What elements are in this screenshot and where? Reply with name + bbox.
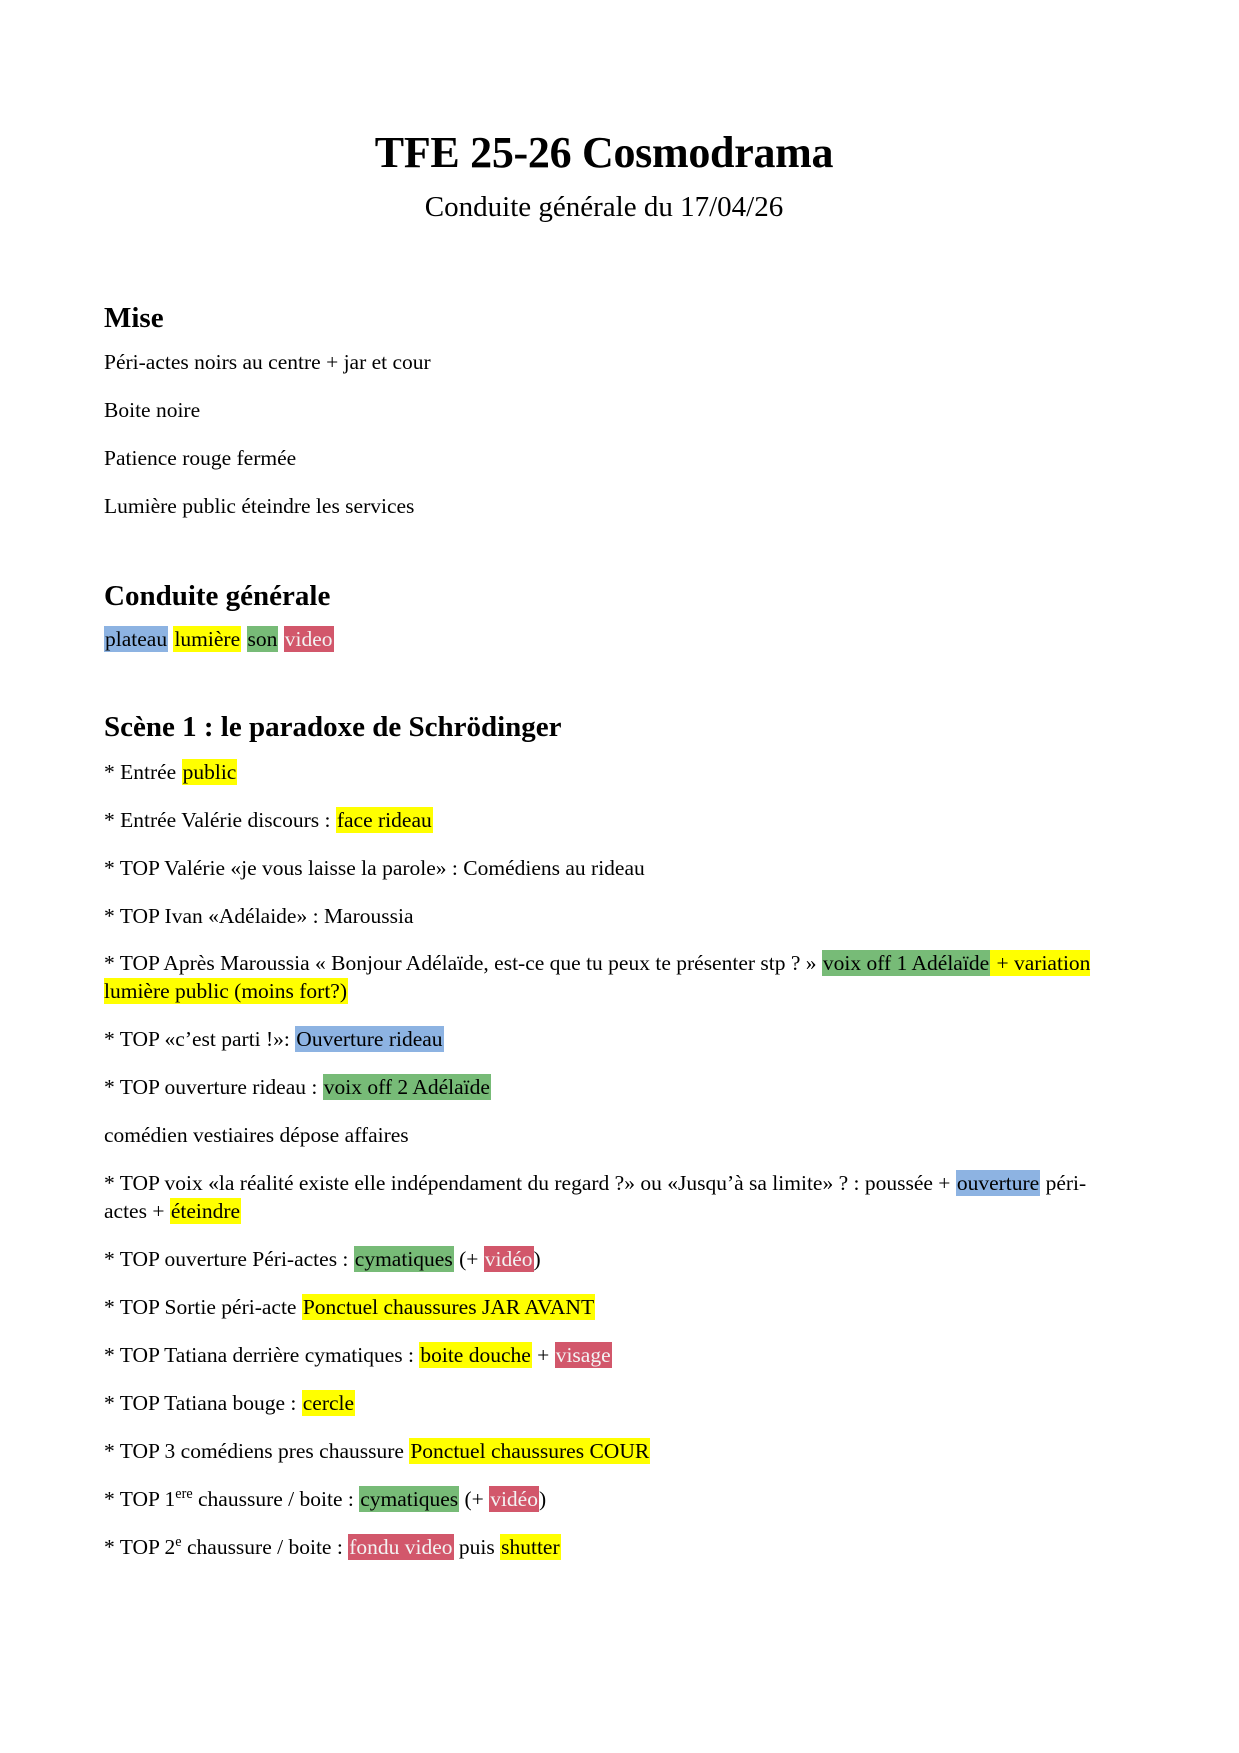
cue-text: ) — [538, 1486, 547, 1511]
cue-text: * TOP ouverture Péri-actes : — [104, 1247, 354, 1271]
cue-line-ouverture-rideau — [104, 1074, 1114, 1122]
cue-line-sortie-peri-acte — [104, 1294, 1114, 1342]
cue-line-entree-public — [104, 759, 1114, 807]
cue-text: chaussure / boite : — [181, 1534, 349, 1559]
cue-line-comedien-vestiaires: comédien vestiaires dépose affaires — [104, 1123, 409, 1148]
cue-highlight-ponctuel-cour: Ponctuel chaussures COUR — [410, 1438, 650, 1463]
cue-highlight-public: public — [182, 759, 237, 784]
spacer-after-mise-heading — [104, 335, 1114, 349]
document-content — [104, 0, 1114, 1582]
cue-highlight-visage: visage — [555, 1342, 611, 1367]
cue-line-top-voix-realite — [104, 1170, 1114, 1246]
cue-line-top-apres-maroussia — [104, 950, 1114, 1026]
heading-scene-1: Scène 1 : le paradoxe de Schrödinger — [104, 710, 562, 743]
cue-text: + — [531, 1342, 555, 1367]
cue-highlight-ponctuel-jar-avant: Ponctuel chaussures JAR AVANT — [302, 1294, 595, 1319]
cue-highlight-shutter: shutter — [501, 1534, 560, 1559]
cue-text: * TOP Après Maroussia « Bonjour Adélaïde, est-ce que tu peux te présenter stp ? » — [104, 951, 822, 976]
ordinal-suffix: e — [175, 1533, 182, 1550]
cue-line-tatiana-bouge — [104, 1390, 1114, 1438]
mise-line-4: Lumière public éteindre les services — [104, 494, 415, 519]
cue-text: (+ — [459, 1486, 490, 1511]
cue-line-1ere-chaussure — [104, 1486, 1114, 1534]
spacer-before-scene1 — [104, 674, 1114, 710]
spacer-before-conduite — [104, 541, 1114, 579]
mise-line-1: Péri-actes noirs au centre + jar et cour — [104, 350, 431, 375]
cue-line-3-comediens — [104, 1438, 1114, 1486]
cue-text: * Entrée Valérie discours : — [104, 807, 336, 832]
cue-text: * TOP 1 — [104, 1486, 176, 1511]
color-legend — [104, 626, 1114, 674]
cue-text: * TOP Tatiana derrière cymatiques : — [104, 1342, 420, 1367]
cue-highlight-cercle: cercle — [302, 1390, 355, 1415]
cue-text: péri-actes + — [104, 1171, 1087, 1224]
cue-highlight-voix-off-1: voix off 1 Adélaïde — [822, 951, 990, 976]
cue-text: * TOP Sortie péri-acte — [104, 1294, 302, 1319]
cue-text: chaussure / boite : — [192, 1486, 360, 1511]
cue-highlight-cymatiques: cymatiques — [354, 1247, 453, 1271]
heading-mise: Mise — [104, 301, 164, 334]
cue-highlight-voix-off-2: voix off 2 Adélaïde — [323, 1075, 490, 1100]
cue-line-ouverture-peri-actes — [104, 1246, 1114, 1294]
ordinal-suffix: ere — [175, 1485, 193, 1502]
cue-text: * TOP «c’est parti !»: — [104, 1027, 296, 1052]
document-title: TFE 25-26 Cosmodrama — [374, 128, 834, 177]
legend-item-lumiere: lumière — [174, 626, 241, 651]
cue-highlight-variation-lumiere: + variation lumière public (moins fort?) — [104, 951, 1091, 1004]
cue-text: * TOP 3 comédiens pres chaussure — [104, 1438, 410, 1463]
cue-text: * TOP Tatiana bouge : — [104, 1390, 302, 1415]
cue-line-2e-chaussure — [104, 1534, 1114, 1582]
cue-highlight-ouverture: ouverture — [956, 1171, 1040, 1196]
legend-item-plateau: plateau — [105, 626, 168, 651]
cue-highlight-face-rideau: face rideau — [336, 807, 432, 832]
legend-item-son: son — [247, 626, 278, 651]
cue-text: * Entrée — [104, 759, 182, 784]
cue-highlight-video: vidéo — [490, 1486, 538, 1511]
cue-text: puis — [453, 1534, 501, 1559]
cue-text: (+ — [453, 1247, 484, 1271]
cue-highlight-cymatiques: cymatiques — [360, 1486, 459, 1511]
spacer-before-mise — [104, 225, 1114, 301]
cue-text: * TOP ouverture rideau : — [104, 1075, 323, 1100]
cue-text: * TOP voix «la réalité existe elle indépendament du regard ?» ou «Jusqu’à sa limite» ? : poussée + — [104, 1171, 956, 1196]
cue-highlight-eteindre: éteindre — [170, 1199, 241, 1224]
cue-highlight-boite-douche: boite douche — [420, 1342, 531, 1367]
cue-line-entree-valerie — [104, 807, 1114, 855]
mise-line-2: Boite noire — [104, 398, 201, 423]
heading-conduite-generale: Conduite générale — [104, 580, 331, 613]
cue-highlight-fondu-video: fondu video — [349, 1534, 453, 1559]
legend-item-video: video — [284, 626, 333, 651]
cue-line-tatiana-derriere-cymatiques — [104, 1342, 1114, 1390]
cue-line-top-valerie: * TOP Valérie «je vous laisse la parole» : Comédiens au rideau — [104, 855, 645, 880]
mise-line-3: Patience rouge fermée — [104, 446, 297, 471]
cue-highlight-video: vidéo — [484, 1247, 533, 1271]
spacer-after-scene1-heading — [104, 745, 1114, 759]
document-subtitle: Conduite générale du 17/04/26 — [424, 191, 784, 224]
cue-text: ) — [533, 1247, 541, 1271]
spacer-after-conduite-heading — [104, 614, 1114, 626]
cue-highlight-ouverture-rideau: Ouverture rideau — [296, 1027, 443, 1052]
cue-text: * TOP 2 — [104, 1534, 176, 1559]
cue-line-cest-parti — [104, 1026, 1114, 1074]
cue-line-top-ivan: * TOP Ivan «Adélaide» : Maroussia — [104, 903, 414, 928]
